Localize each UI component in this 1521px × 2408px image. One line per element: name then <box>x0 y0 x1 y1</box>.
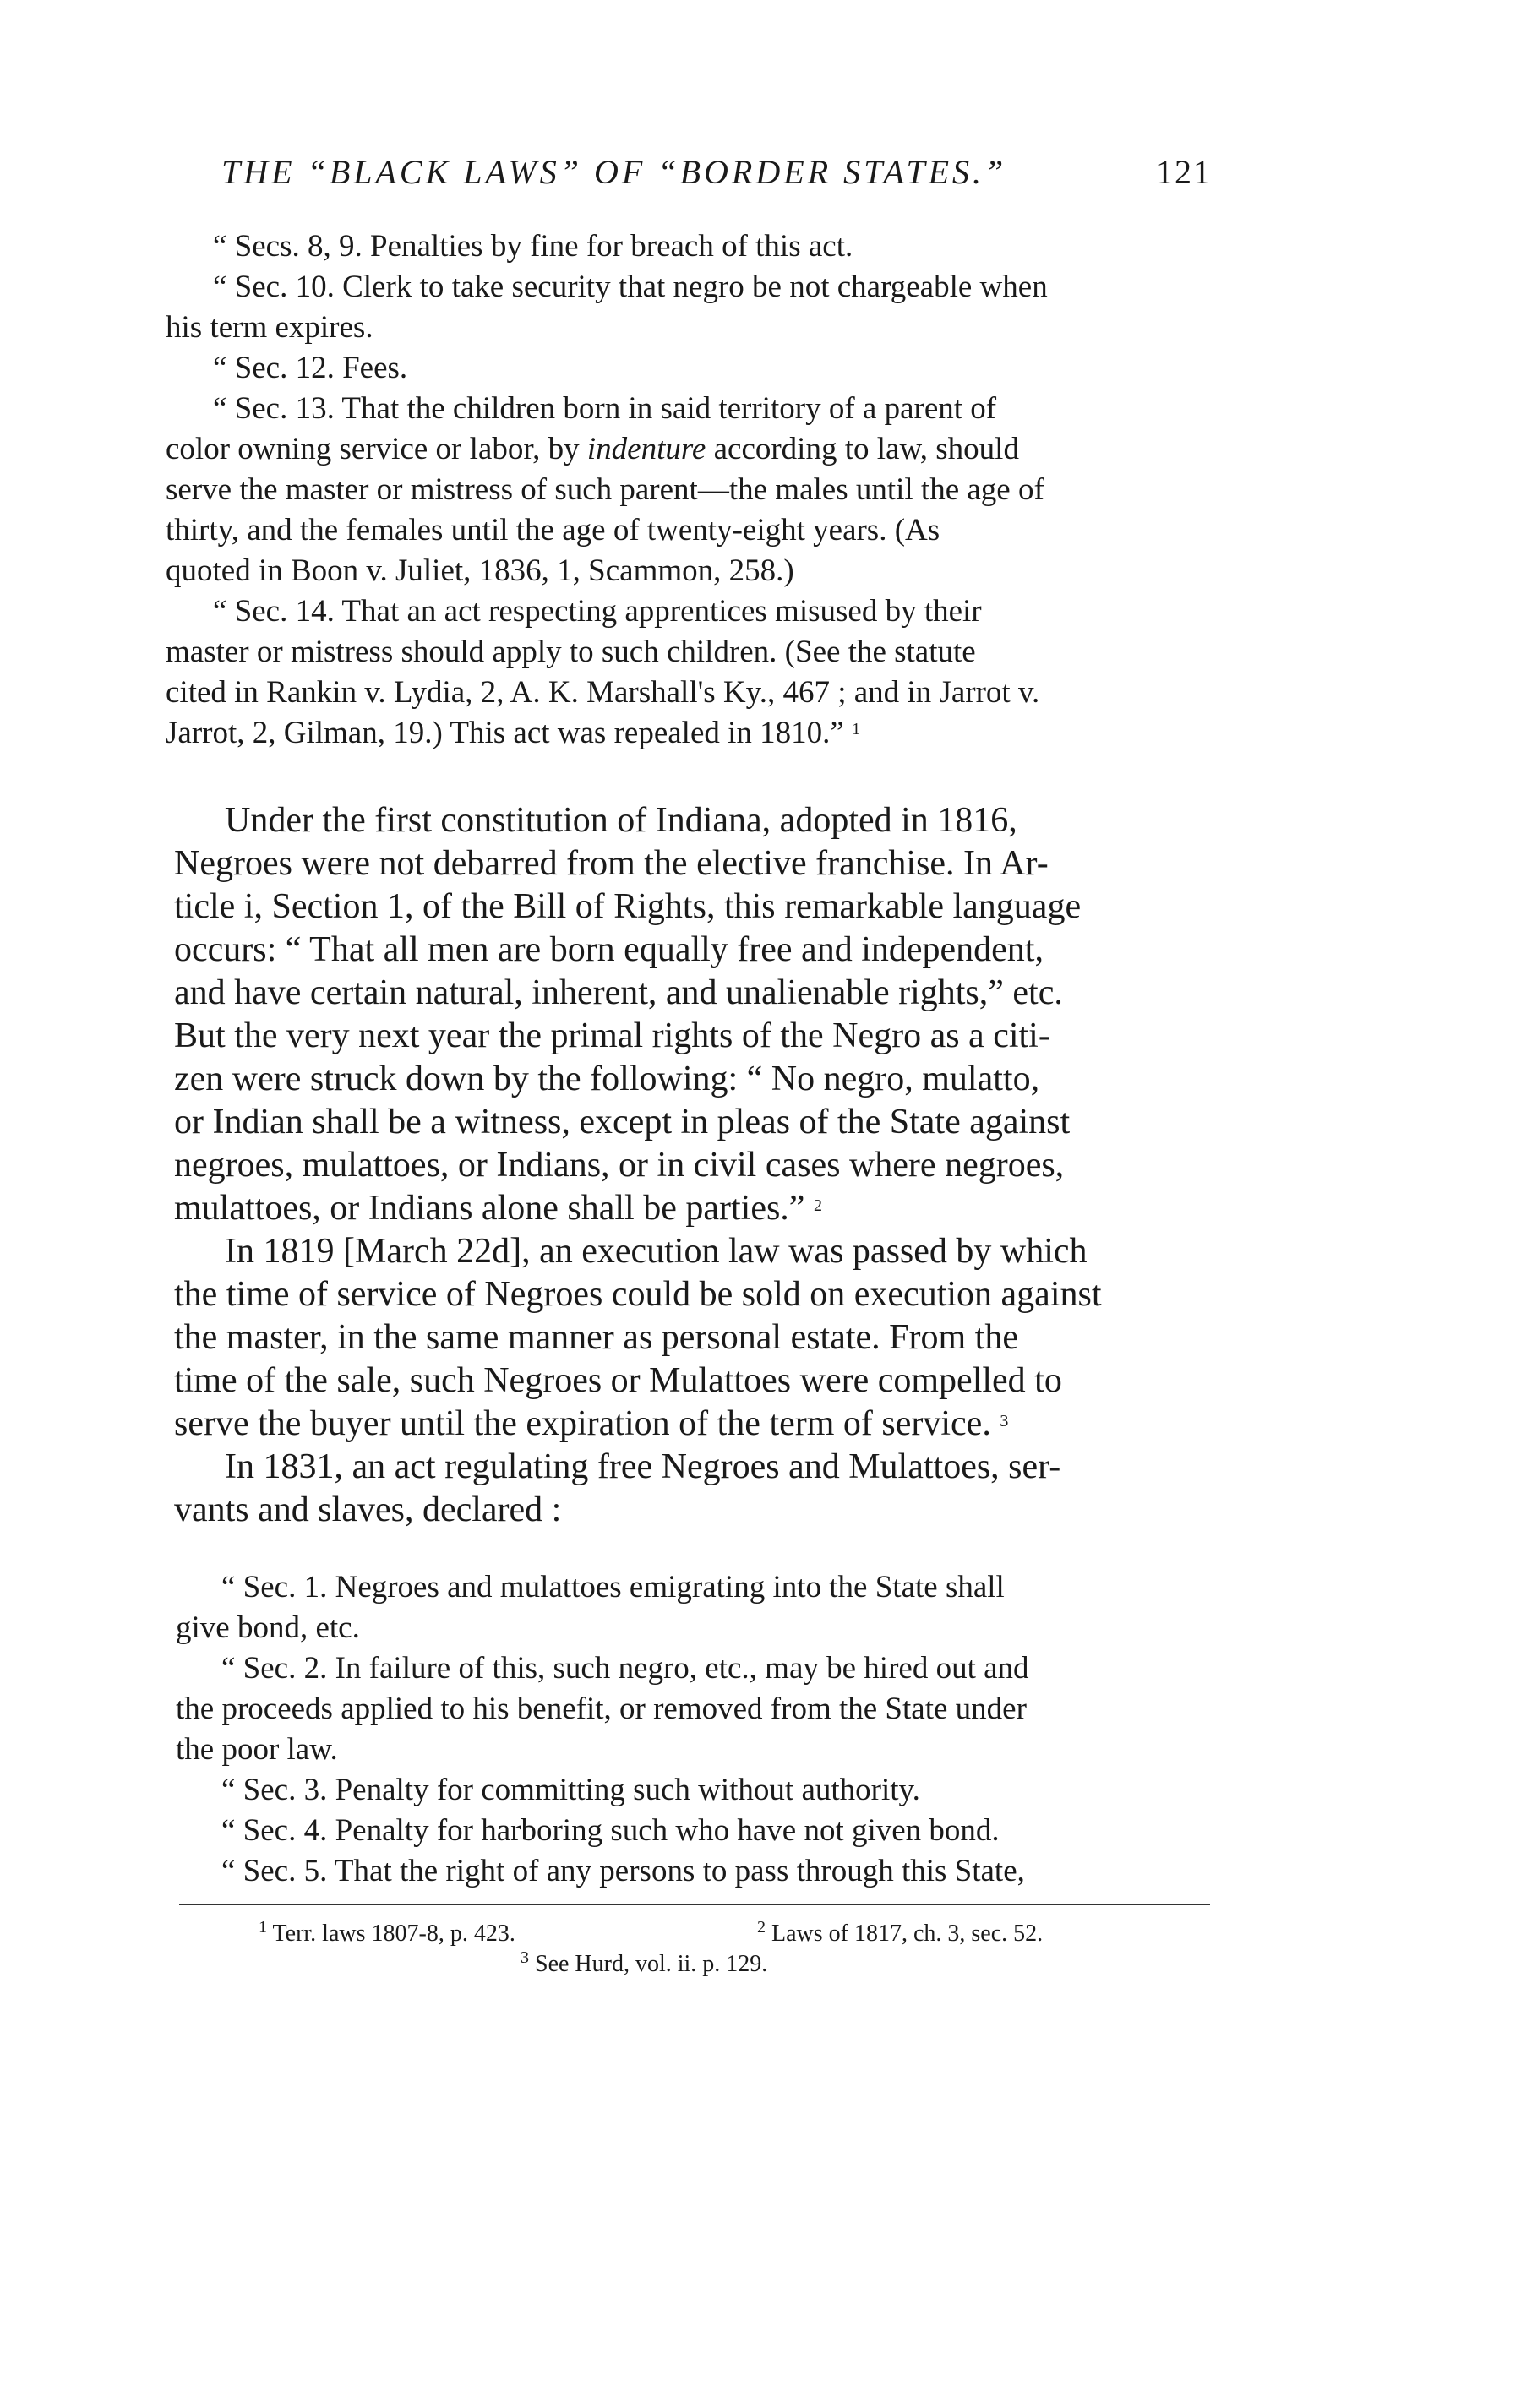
quote-line: thirty, and the females until the age of twenty-eight years. (As <box>166 513 940 548</box>
quote-line: the proceeds applied to his benefit, or removed from the State under <box>176 1692 1027 1726</box>
quote-line: master or mistress should apply to such children. (See the statute <box>166 635 976 669</box>
body-line: the master, in the same manner as personal estate. From the <box>174 1318 1018 1357</box>
italic-term: indenture <box>586 432 706 466</box>
body-line: occurs: “ That all men are born equally free and independent, <box>174 930 1044 969</box>
footnote-text: Terr. laws 1807-8, p. 423. <box>272 1920 515 1947</box>
footnote-ref: 2 <box>813 1196 822 1215</box>
quote-line: “ Sec. 4. Penalty for harboring such who have not given bond. <box>221 1813 1000 1848</box>
body-line: the time of service of Negroes could be sold on execution against <box>174 1275 1102 1314</box>
footnote-ref: 3 <box>1000 1412 1009 1430</box>
footnote-rule <box>179 1904 1210 1905</box>
body-line: Negroes were not debarred from the elective franchise. In Ar- <box>174 844 1049 883</box>
footnote-mark: 3 <box>521 1948 529 1967</box>
footnote-mark: 1 <box>259 1918 267 1937</box>
quote-line: “ Sec. 2. In failure of this, such negro, etc., may be hired out and <box>221 1651 1029 1686</box>
quote-line: “ Secs. 8, 9. Penalties by fine for breach of this act. <box>213 229 853 264</box>
body-line: time of the sale, such Negroes or Mulattoes were compelled to <box>174 1361 1062 1400</box>
body-line: negroes, mulattoes, or Indians, or in civil cases where negroes, <box>174 1146 1065 1185</box>
body-line: and have certain natural, inherent, and unalienable rights,” etc. <box>174 973 1063 1012</box>
quote-line: “ Sec. 10. Clerk to take security that negro be not chargeable when <box>213 270 1048 304</box>
quote-line <box>166 429 1019 470</box>
footnote-text: Laws of 1817, ch. 3, sec. 52. <box>771 1920 1044 1947</box>
quote-line: “ Sec. 13. That the children born in said territory of a parent of <box>213 391 997 426</box>
body-line <box>174 1186 822 1230</box>
footnote-ref: 1 <box>852 720 861 738</box>
body-line: or Indian shall be a witness, except in pleas of the State against <box>174 1103 1071 1141</box>
body-line: vants and slaves, declared : <box>174 1490 562 1529</box>
quote-line: the poor law. <box>176 1732 338 1767</box>
quote-line: quoted in Boon v. Juliet, 1836, 1, Scammon, 258.) <box>166 553 794 588</box>
quote-line: give bond, etc. <box>176 1610 360 1645</box>
body-line: In 1819 [March 22d], an execution law was passed by which <box>225 1232 1088 1271</box>
footnote-1 <box>259 1920 515 1948</box>
footnote-mark: 2 <box>757 1918 766 1937</box>
body-line-segment: mulattoes, or Indians alone shall be parties.” <box>174 1189 805 1228</box>
body-line: In 1831, an act regulating free Negroes and Mulattoes, ser- <box>225 1447 1061 1486</box>
quote-line: serve the master or mistress of such parent—the males until the age of <box>166 472 1044 507</box>
running-title: THE “BLACK LAWS” OF “BORDER STATES.” <box>221 153 1007 191</box>
body-line: zen were struck down by the following: “ No negro, mulatto, <box>174 1060 1040 1098</box>
quote-line: “ Sec. 14. That an act respecting apprentices misused by their <box>213 594 982 629</box>
quote-line-segment: according to law, should <box>713 432 1019 466</box>
body-line: Under the first constitution of Indiana, adopted in 1816, <box>225 801 1017 840</box>
quote-line: “ Sec. 5. That the right of any persons to pass through this State, <box>221 1854 1025 1888</box>
quote-line: “ Sec. 3. Penalty for committing such without authority. <box>221 1773 920 1807</box>
quote-line <box>166 713 860 754</box>
body-line <box>174 1402 1008 1446</box>
quote-line: “ Sec. 12. Fees. <box>213 351 408 385</box>
page-number: 121 <box>1156 153 1212 191</box>
footnote-2 <box>757 1920 1043 1948</box>
body-line-segment: serve the buyer until the expiration of the term of service. <box>174 1404 991 1443</box>
quote-line: “ Sec. 1. Negroes and mulattoes emigrating into the State shall <box>221 1570 1005 1604</box>
page-header <box>221 152 1212 203</box>
body-line: But the very next year the primal rights of the Negro as a citi- <box>174 1016 1050 1055</box>
footnote-3 <box>521 1950 767 1979</box>
quote-line: his term expires. <box>166 310 373 345</box>
body-line: ticle i, Section 1, of the Bill of Rights, this remarkable language <box>174 887 1082 926</box>
quote-line: cited in Rankin v. Lydia, 2, A. K. Marshall's Ky., 467 ; and in Jarrot v. <box>166 675 1040 710</box>
quote-line-segment: Jarrot, 2, Gilman, 19.) This act was repealed in 1810.” <box>166 716 844 750</box>
quote-line-segment: color owning service or labor, by <box>166 432 580 466</box>
footnote-text: See Hurd, vol. ii. p. 129. <box>535 1951 768 1977</box>
